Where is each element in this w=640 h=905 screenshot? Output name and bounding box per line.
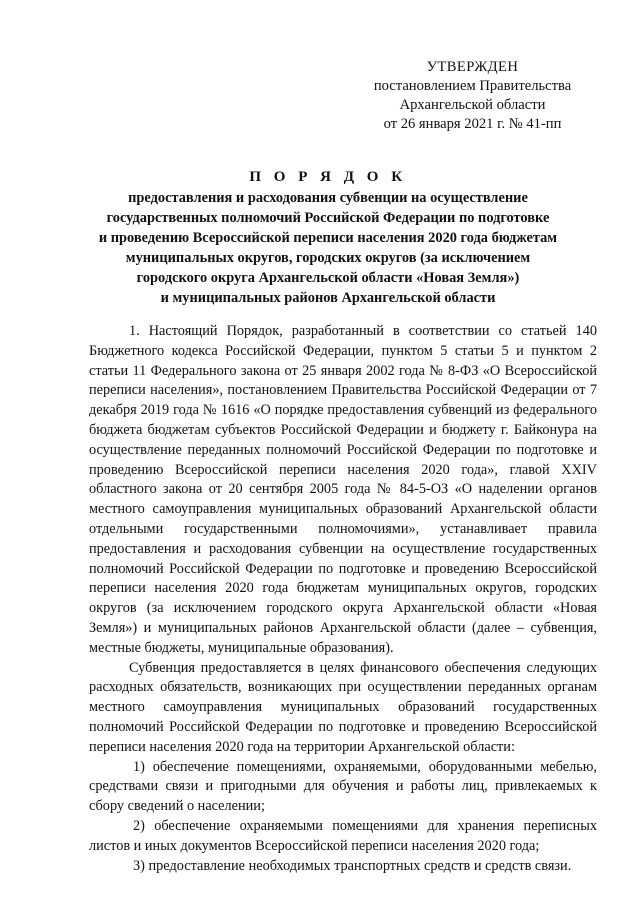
list-item: 2) обеспечение охраняемыми помещениями для хранения переписных листов и иных документов Всероссийской переписи населения 2020 года; bbox=[89, 817, 597, 854]
paragraph: 1. Настоящий Порядок, разработанный в соответствии со статьей 140 Бюджетного кодекса Российской Федерации, пунктом 5 статьи 5 и пунктом 2 статьи 11 Федерального закона от 25 января 2002 года № 8-ФЗ «О Всероссийской переписи населения», постановлением Правительства Российской Федерации от 7 декабря 2019 года № 1616 «О порядке предоставления субвенций из федерального бюджета бюджетам субъектов Российской Федерации и бюджету г. Байконура на осуществление переданных полномочий Российской Федерации по подготовке и проведению Всероссийской переписи населения 2020 года», главой XXIV областного закона от 20 сентября 2005 года № 84-5-ОЗ «О наделении органов местного самоуправления муниципальных образований Архангельской области отдельными государственными полномочиями», устанавливает правила предоставления и расходования субвенции на осуществление государственных полномочий Российской Федерации по подготовке и проведению Всероссийской переписи населения 2020 года бюджетам муниципальных округов, городских округов (за исключением городского округа Архангельской области «Новая Земля») и муниципальных районов Архангельской области (далее – субвенция, местные бюджеты, муниципальные образования). bbox=[89, 323, 597, 656]
document-body bbox=[89, 322, 597, 876]
list-item: 1) обеспечение помещениями, охраняемыми, оборудованными мебелью, средствами связи и пригодными для обучения и работы лиц, привлекаемых к сбору сведений о населении; bbox=[89, 758, 597, 815]
approval-stamp bbox=[350, 58, 595, 134]
title-line: предоставления и расходования субвенции на осуществление bbox=[128, 190, 528, 206]
title-line: муниципальных округов, городских округов (за исключением bbox=[125, 250, 531, 266]
list-item: 3) предоставление необходимых транспортных средств и средств связи. bbox=[133, 857, 572, 874]
title-line: государственных полномочий Российской Федерации по подготовке bbox=[106, 210, 550, 226]
approval-line: постановлением Правительства bbox=[373, 78, 572, 94]
paragraph: Субвенция предоставляется в целях финансового обеспечения следующих расходных обязательств, возникающих при осуществлении переданных органам местного самоуправления муниципальных образований государственных полномочий Российской Федерации по подготовке и проведению Всероссийской переписи населения 2020 года на территории Архангельской области: bbox=[89, 659, 597, 755]
title-line: и проведению Всероссийской переписи населения 2020 года бюджетам bbox=[98, 230, 558, 246]
document-title bbox=[80, 167, 576, 308]
title-line: и муниципальных районов Архангельской области bbox=[160, 290, 496, 306]
approval-heading: УТВЕРЖДЕН bbox=[426, 59, 519, 75]
approval-date: от 26 января 2021 г. № 41-пп bbox=[383, 116, 562, 132]
approval-line: Архангельской области bbox=[399, 97, 546, 113]
title-line: городского округа Архангельской области «Новая Земля») bbox=[136, 270, 520, 286]
title-heading: П О Р Я Д О К bbox=[249, 169, 407, 185]
